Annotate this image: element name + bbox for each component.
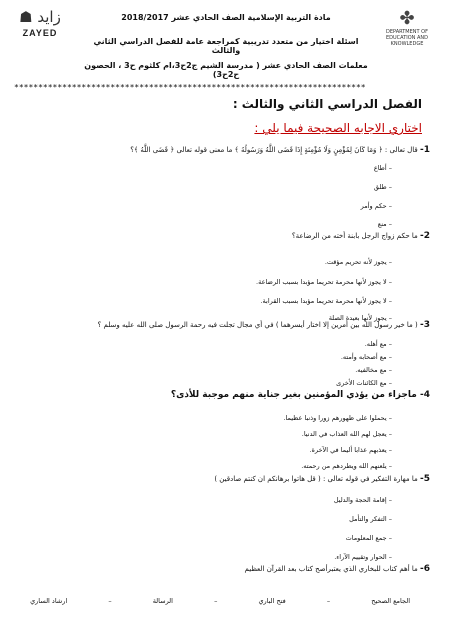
question-number: 3- <box>419 320 430 330</box>
question-3 <box>20 321 430 330</box>
option[interactable]: – يحملوا على ظهورهم زورا وذنبا عظيما. <box>283 414 392 423</box>
header-line-1: مادة التربية الإسلامية الصف الحادي عشر 2018/2017 <box>121 13 331 22</box>
option[interactable]: – منع <box>378 220 392 229</box>
header-line-2: اسئلة اختيار من متعدد تدريبية كمراجعة عامة للفصل الدراسي الثاني والثالث <box>93 37 359 55</box>
question-number: 6- <box>419 564 430 574</box>
instructions: اختاري الاجابه الصحيحة فيما يلي : <box>254 121 422 135</box>
option[interactable]: – جمع المعلومات <box>346 534 392 543</box>
education-department-text: DEPARTMENT OF EDUCATION AND KNOWLEDGE <box>386 29 428 47</box>
option[interactable]: – مع الكائنات الأخرى <box>336 379 392 388</box>
question-number: 4- <box>419 390 430 400</box>
option-separator: – <box>214 597 218 605</box>
option[interactable]: – يعذبهم عذابا أليما في الآخرة. <box>309 446 392 455</box>
question-text: ما مهارة التفكير في قوله تعالى : ( قل هاتوا برهانكم ان كنتم صادقين ) <box>214 475 418 483</box>
abu-dhabi-emblem-icon: ✤ <box>399 8 415 29</box>
education-department-logo <box>376 8 438 52</box>
option[interactable]: – يجوز لأنه تحريم مؤقت. <box>325 258 392 267</box>
option[interactable]: الجامع الصحيح <box>371 597 410 605</box>
zayed-logo-text: ZAYED <box>22 28 58 38</box>
option[interactable]: – أطاع <box>374 164 392 173</box>
option[interactable]: ارشاد الساري <box>30 597 68 605</box>
option[interactable]: – يعجل لهم الله العذاب في الدنيا. <box>302 430 392 439</box>
option[interactable]: – حكم وأمر <box>361 202 392 211</box>
option[interactable]: – مع أهله. <box>365 340 392 349</box>
question-number: 1- <box>419 145 430 155</box>
option[interactable]: – لا يجوز لأنها محرمة تحريما مؤبدا بسبب القرابة. <box>260 297 392 306</box>
header-line-3: معلمات الصف الحادي عشر ( مدرسة الشيم ج2ح3،ام كلثوم ح3 ، الحصون ح2ح3) <box>84 61 368 79</box>
option-separator: – <box>326 597 331 605</box>
option[interactable]: – يجوز لأنها بعيدة الصلة <box>329 314 392 323</box>
question-4 <box>20 390 430 401</box>
question-text: ما أهم كتاب للبخاري الذي يعتبرأصح كتاب بعد القرآن العظيم <box>244 565 418 573</box>
question-number: 5- <box>419 474 430 484</box>
option[interactable]: – التفكر والتأمل <box>349 515 392 524</box>
question-6-options <box>30 597 410 605</box>
question-1 <box>20 146 430 155</box>
question-number: 2- <box>419 231 430 241</box>
option[interactable]: – مع مخالفيه. <box>355 366 392 375</box>
separator-line: ************************************************************************* <box>14 83 366 92</box>
option[interactable]: – الحوار وتقييم الآراء. <box>334 553 392 562</box>
option[interactable]: – مع أصحابه وأمته. <box>341 353 392 362</box>
question-text: ( ما خير رسول الله بين أمرين إلا اختار أيسرهما ) في أي مجال تجلت فيه رحمة الرسول صلى الله عليه وسلم ؟ <box>97 321 418 329</box>
option[interactable]: فتح الباري <box>258 597 286 605</box>
option[interactable]: الرسالة <box>152 597 173 605</box>
question-6 <box>20 565 430 574</box>
option[interactable]: – يلعنهم الله ويطردهم من رحمته. <box>301 462 392 471</box>
option[interactable]: – إقامة الحجة والدليل <box>334 496 392 505</box>
option[interactable]: – لا يجوز لأنها محرمة تحريما مؤبدا بسبب الرضاعة. <box>256 278 392 287</box>
page-title: الفصل الدراسي الثاني والثالث : <box>232 97 422 111</box>
question-text: ما حكم زواج الرجل بابنة أخته من الرضاعة؟ <box>291 232 418 240</box>
question-2 <box>20 232 430 241</box>
zayed-portrait-icon: ☗ زايد <box>19 8 61 26</box>
question-5 <box>20 475 430 484</box>
option[interactable]: – طلق <box>374 183 392 192</box>
question-text: قال تعالى : ﴿ وَمَا كَانَ لِمُؤْمِنٍ وَلَا مُؤْمِنَةٍ إِذَا قَضَى اللَّهُ وَرَسُولُهُ ﴾ ما معنى قوله تعالى ﴿ قَضَى اللَّهُ ﴾؟ <box>130 146 418 154</box>
option-separator: – <box>108 597 112 605</box>
zayed-logo <box>14 8 66 52</box>
question-text: ماجزاء من يؤذي المؤمنين بغير جناية منهم موجبة للأذى؟ <box>170 390 417 400</box>
